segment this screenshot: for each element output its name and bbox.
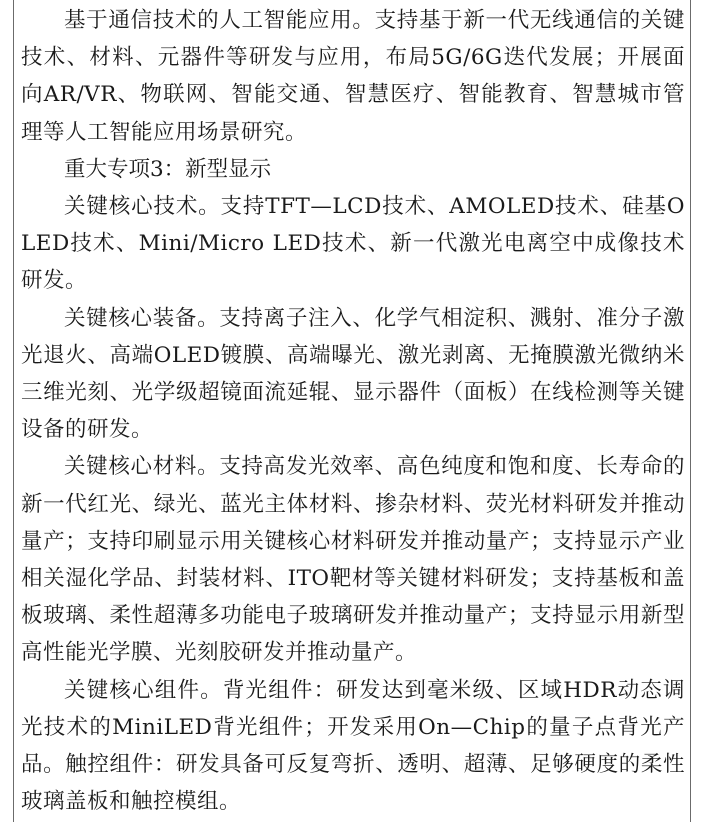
paragraph-communication-ai: 基于通信技术的人工智能应用。支持基于新一代无线通信的关键技术、材料、元器件等研发与应用，布局5G/6G迭代发展；开展面向AR/VR、物联网、智能交通、智慧医疗、智能教育、智慧城市管理等人工智能应用场景研究。 — [21, 8, 685, 145]
section-heading-new-display: 重大专项3：新型显示 — [64, 156, 272, 182]
paragraph-core-materials: 关键核心材料。支持高发光效率、高色纯度和饱和度、长寿命的新一代红光、绿光、蓝光主体材料、掺杂材料、荧光材料研发并推动量产；支持印刷显示用关键核心材料研发并推动量产；支持显示产业相关湿化学品、封装材料、ITO靶材等关键材料研发；支持基板和盖板玻璃、柔性超薄多功能电子玻璃研发并推动量产；支持显示用新型高性能光学膜、光刻胶研发并推动量产。 — [21, 454, 685, 666]
paragraph-core-equipment: 关键核心装备。支持离子注入、化学气相淀积、溅射、准分子激光退火、高端OLED镀膜、高端曝光、激光剥离、无掩膜激光微纳米三维光刻、光学级超镜面流延辊、显示器件（面板）在线检测等关键设备的研发。 — [21, 305, 685, 443]
paragraph-core-components: 关键核心组件。背光组件：研发达到毫米级、区域HDR动态调光技术的MiniLED背光组件；开发采用On—Chip的量子点背光产品。触控组件：研发具备可反复弯折、透明、超薄、足够硬度的柔性玻璃盖板和触控模组。 — [21, 677, 685, 815]
paragraph-core-technology: 关键核心技术。支持TFT—LCD技术、AMOLED技术、硅基OLED技术、Mini/Micro LED技术、新一代激光电离空中成像技术研发。 — [21, 194, 685, 294]
document-body — [21, 2, 685, 820]
